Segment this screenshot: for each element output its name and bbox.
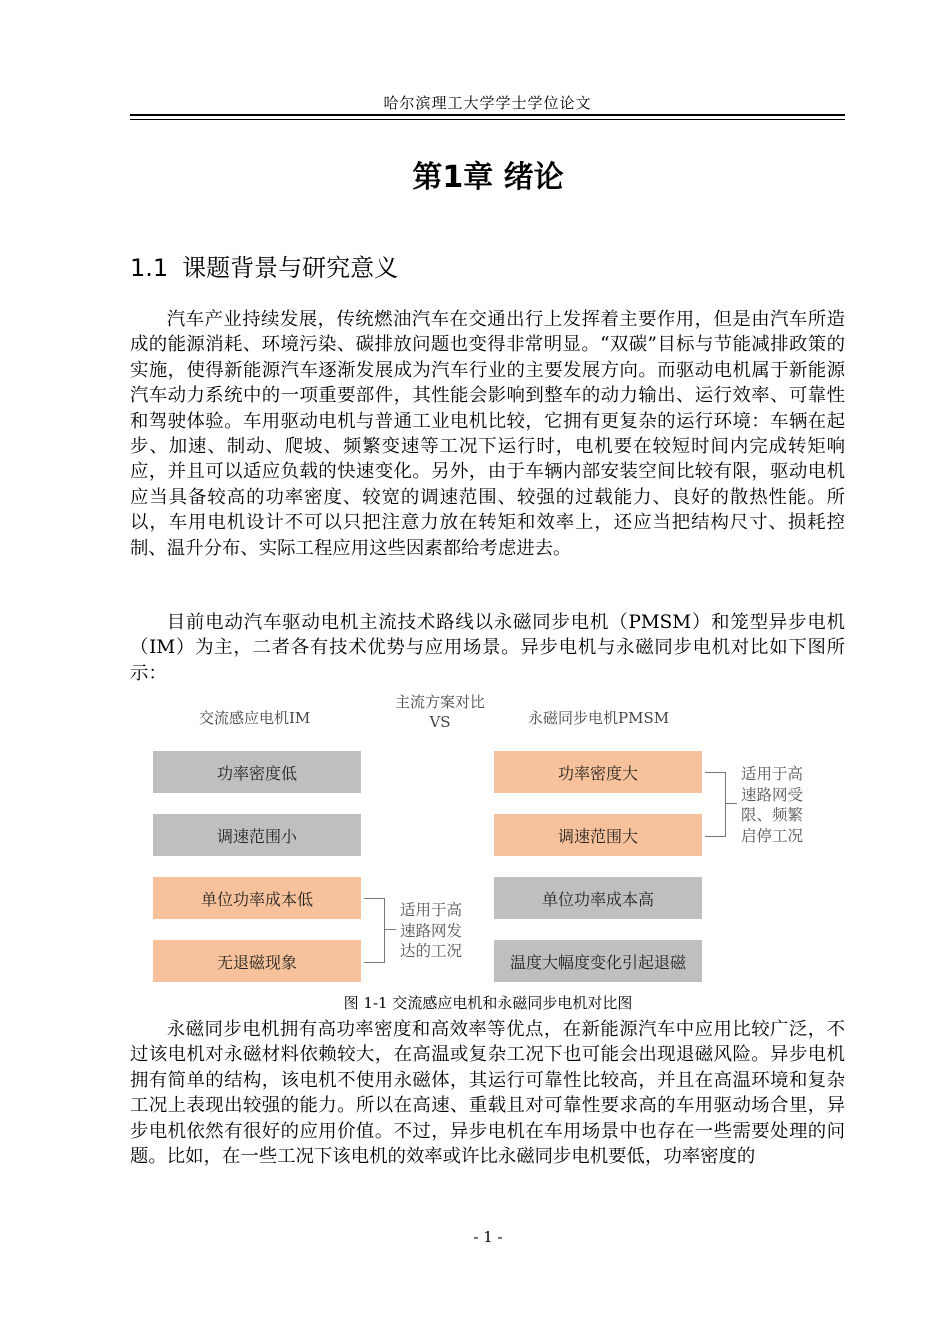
comparison-figure [150,688,830,988]
body-paragraph: 汽车产业持续发展，传统燃油汽车在交通出行上发挥着主要作用，但是由汽车所造成的能源消耗、环境污染、碳排放问题也变得非常明显。“双碳”目标与节能减排政策的实施，使得新能源汽车逐渐发展成为汽车行业的主要发展方向。而驱动电机属于新能源汽车动力系统中的一项重要部件，其性能会影响到整车的动力输出、运行效率、可靠性和驾驶体验。车用驱动电机与普通工业电机比较，它拥有更复杂的运行环境：车辆在起步、加速、制动、爬坡、频繁变速等工况下运行时，电机要在较短时间内完成转矩响应，并且可以适应负载的快速变化。另外，由于车辆内部安装空间比较有限，驱动电机应当具备较高的功率密度、较宽的调速范围、较强的过载能力、良好的散热性能。所以，车用电机设计不可以只把注意力放在转矩和效率上，还应当把结构尺寸、损耗控制、温升分布、实际工程应用这些因素都给考虑进去。 [130,309,845,559]
im-box-speed-range: 调速范围小 [153,814,361,856]
pmsm-box-demagnetization: 温度大幅度变化引起退磁 [494,940,702,982]
page-number: - 1 - [473,1228,503,1246]
im-applicability-note: 适用于高 速路网发 达的工况 [400,901,463,960]
im-box-cost: 单位功率成本低 [153,877,361,919]
im-box-power-density: 功率密度低 [153,751,361,793]
body-paragraph: 永磁同步电机拥有高功率密度和高效率等优点，在新能源汽车中应用比较广泛，不过该电机对永磁材料依赖较大，在高温或复杂工况下也可能会出现退磁风险。异步电机拥有简单的结构，该电机不使用永磁体，其运行可靠性比较高，并且在高温环境和复杂工况上表现出较强的能力。所以在高速、重载且对可靠性要求高的车用驱动场合里，异步电机依然有很好的应用价值。不过，异步电机在车用场景中也存在一些需要处理的问题。比如，在一些工况下该电机的效率或许比永磁同步电机要低，功率密度的 [130,1019,845,1168]
pmsm-applicability-note: 适用于高 速路网受 限、频繁 启停工况 [741,765,804,845]
section-number: 1.1 [130,254,169,282]
pmsm-bracket [705,772,726,837]
pmsm-box-speed-range: 调速范围大 [494,814,702,856]
im-box-demagnetization: 无退磁现象 [153,940,361,982]
im-bracket-stub [384,929,396,930]
im-bracket [364,898,385,963]
figure-center-header-line1: 主流方案对比 [394,693,485,711]
figure-center-header [370,692,510,732]
figure-right-header: 永磁同步电机PMSM [528,709,670,727]
pmsm-bracket-stub [725,803,737,804]
section-heading [130,248,398,283]
figure-caption: 图 1-1 交流感应电机和永磁同步电机对比图 [343,994,633,1012]
section-title: 课题背景与研究意义 [182,254,399,282]
running-header: 哈尔滨理工大学学士学位论文 [383,94,592,112]
body-paragraph: 目前电动汽车驱动电机主流技术路线以永磁同步电机（PMSM）和笼型异步电机（IM）为主，二者各有技术优势与应用场景。异步电机与永磁同步电机对比如下图所示： [130,612,845,684]
header-rule-thin [130,119,845,120]
pmsm-box-power-density: 功率密度大 [494,751,702,793]
figure-left-header: 交流感应电机IM [199,709,311,727]
chapter-title: 第1章 绪论 [412,160,564,195]
figure-center-header-line2: VS [429,713,451,731]
pmsm-box-cost: 单位功率成本高 [494,877,702,919]
header-rule-thick [130,114,845,116]
